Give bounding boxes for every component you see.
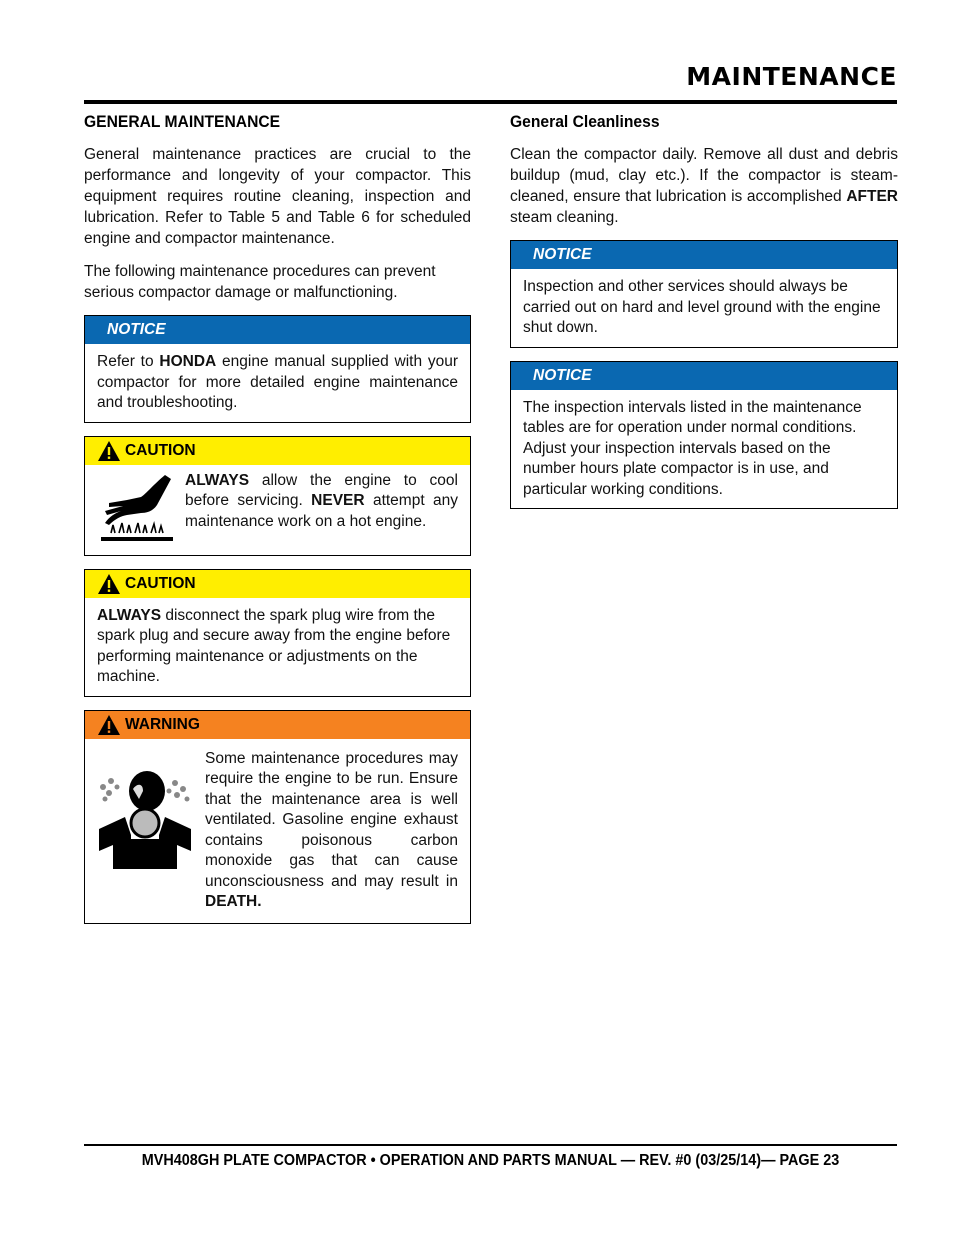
left-column — [84, 112, 471, 937]
page-title: MAINTENANCE — [686, 62, 897, 91]
warning-box-exhaust — [84, 710, 471, 924]
caution-header: CAUTION — [85, 437, 470, 465]
caution-text: ALWAYS disconnect the spark plug wire from the spark plug and secure away from the engine before performing maintenance or adjustments on the machine. — [97, 606, 451, 685]
warning-text: Some maintenance procedures may require the engine to be run. Ensure that the maintenance area is well ventilated. Gasoline engine exhaust contains poisonous carbon monoxide gas that can cause unconsciousness and may result in DEATH. — [205, 749, 458, 910]
warning-content — [85, 739, 470, 923]
notice-header: NOTICE — [511, 241, 897, 269]
notice-header: NOTICE — [85, 316, 470, 344]
caution-content — [85, 465, 470, 555]
notice-header: NOTICE — [511, 362, 897, 390]
section-heading-general-maintenance: GENERAL MAINTENANCE — [84, 112, 281, 131]
notice-box-honda — [84, 315, 471, 423]
warning-header: WARNING — [85, 711, 470, 739]
procedures-paragraph: The following maintenance procedures can prevent serious compactor damage or malfunctioning. — [84, 263, 436, 301]
toxic-fumes-icon — [97, 769, 193, 879]
hot-surface-hand-icon — [97, 471, 177, 549]
notice-text: The inspection intervals listed in the maintenance tables are for operation under normal conditions. Adjust your inspection intervals based on the number hours plate compactor is in use, and particular working conditions. — [523, 398, 862, 498]
notice-box-inspection-intervals — [510, 361, 898, 510]
page-footer: MVH408GH PLATE COMPACTOR • OPERATION AND PARTS MANUAL — REV. #0 (03/25/14)— PAGE 23 — [141, 1152, 840, 1169]
warning-triangle-icon — [97, 440, 121, 462]
caution-text: ALWAYS allow the engine to cool before servicing. NEVER attempt any maintenance work on a hot engine. — [185, 471, 459, 530]
footer-rule — [84, 1144, 897, 1146]
warning-triangle-icon — [97, 714, 121, 736]
warning-triangle-icon — [97, 573, 121, 595]
caution-box-hot-engine — [84, 436, 471, 556]
caution-box-spark-plug — [84, 569, 471, 697]
right-column — [510, 112, 898, 522]
general-maintenance-paragraph: General maintenance practices are crucial to the performance and longevity of your compactor. This equipment requires routine cleaning, inspection and lubrication. Refer to Table 5 and Table 6 for scheduled engine and compactor maintenance. — [84, 146, 471, 247]
header-rule — [84, 100, 897, 104]
cleanliness-paragraph: Clean the compactor daily. Remove all dust and debris buildup (mud, clay etc.). If the compactor is steam-cleaned, ensure that lubrication is accomplished AFTER steam cleaning. — [510, 146, 898, 226]
section-heading-general-cleanliness: General Cleanliness — [510, 112, 660, 131]
notice-text: Refer to HONDA engine manual supplied with your compactor for more detailed engine maintenance and troubleshooting. — [97, 353, 458, 411]
notice-box-level-ground — [510, 240, 898, 348]
notice-text: Inspection and other services should always be carried out on hard and level ground with the engine shut down. — [523, 278, 881, 336]
caution-header: CAUTION — [85, 570, 470, 598]
